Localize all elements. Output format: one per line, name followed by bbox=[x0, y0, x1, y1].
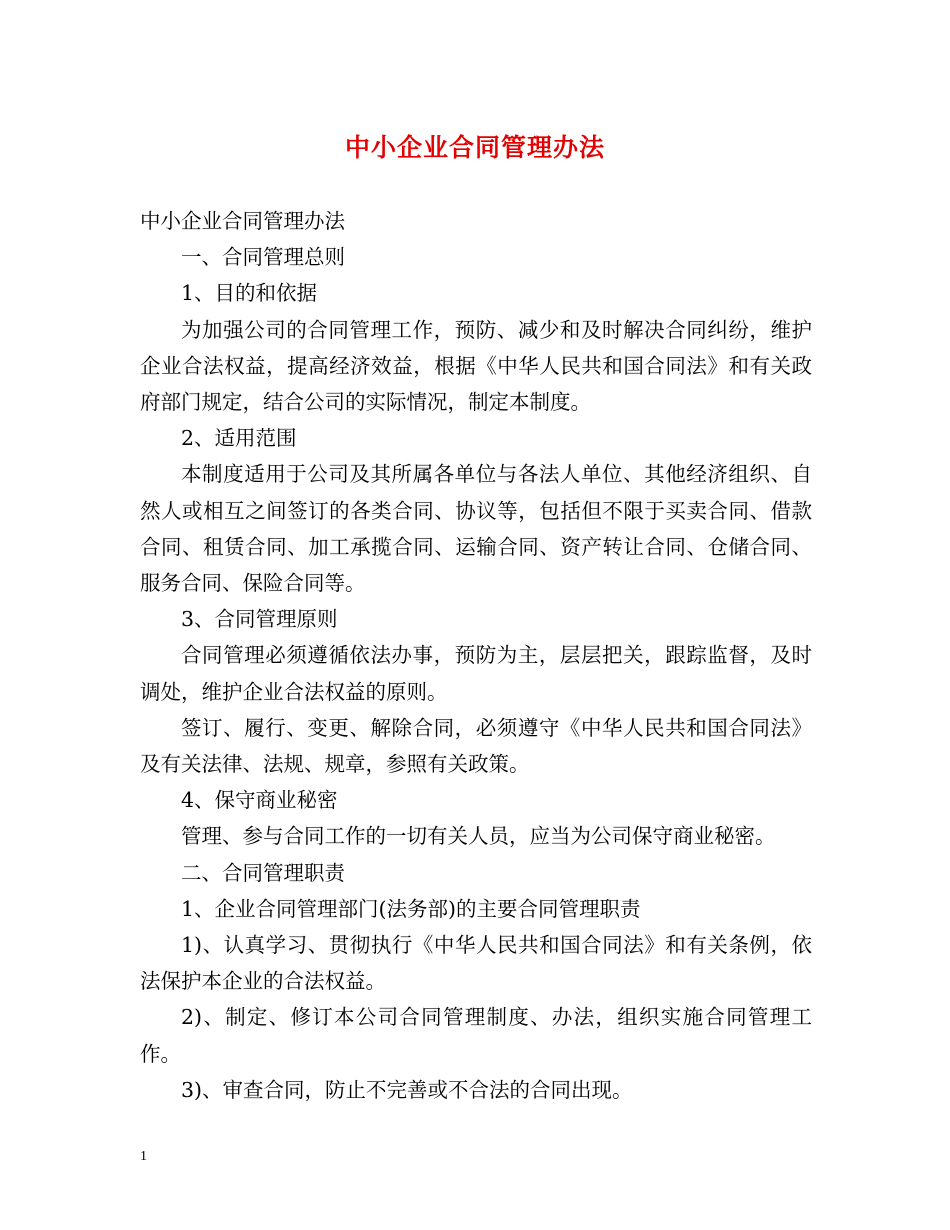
paragraph: 为加强公司的合同管理工作，预防、减少和及时解决合同纠纷，维护企业合法权益，提高经济效益，根据《中华人民共和国合同法》和有关政府部门规定，结合公司的实际情况，制定本制度。 bbox=[140, 317, 812, 415]
subsection-heading: 4、保守商业秘密 bbox=[181, 788, 338, 813]
subsection-heading: 1、目的和依据 bbox=[181, 281, 318, 306]
list-item: 2)、制定、修订本公司合同管理制度、办法，组织实施合同管理工作。 bbox=[140, 1005, 812, 1066]
document-title: 中小企业合同管理办法 bbox=[344, 133, 605, 162]
paragraph: 签订、履行、变更、解除合同，必须遵守《中华人民共和国合同法》及有关法律、法规、规章，参照有关政策。 bbox=[140, 715, 812, 777]
paragraph: 管理、参与合同工作的一切有关人员，应当为公司保守商业秘密。 bbox=[181, 824, 776, 849]
subsection-heading: 2、适用范围 bbox=[181, 426, 297, 451]
subsection-heading: 1、企业合同管理部门(法务部)的主要合同管理职责 bbox=[181, 896, 641, 921]
paragraph: 中小企业合同管理办法 bbox=[140, 209, 345, 233]
paragraph: 本制度适用于公司及其所属各单位与各法人单位、其他经济组织、自然人或相互之间签订的各类合同、协议等，包括但不限于买卖合同、借款合同、租赁合同、加工承揽合同、运输合同、资产转让合同、仓储合同、服务合同、保险合同等。 bbox=[140, 462, 812, 596]
list-item: 1)、认真学习、贯彻执行《中华人民共和国合同法》和有关条例，依法保护本企业的合法权益。 bbox=[140, 933, 812, 994]
page-number: 1 bbox=[140, 1149, 147, 1164]
section-heading: 二、合同管理职责 bbox=[181, 860, 345, 885]
section-heading: 一、合同管理总则 bbox=[181, 245, 345, 270]
list-item: 3)、审查合同，防止不完善或不合法的合同出现。 bbox=[181, 1077, 633, 1102]
paragraph: 合同管理必须遵循依法办事，预防为主，层层把关，跟踪监督，及时调处，维护企业合法权益的原则。 bbox=[140, 643, 812, 704]
subsection-heading: 3、合同管理原则 bbox=[181, 607, 338, 632]
document-body bbox=[140, 203, 812, 1108]
